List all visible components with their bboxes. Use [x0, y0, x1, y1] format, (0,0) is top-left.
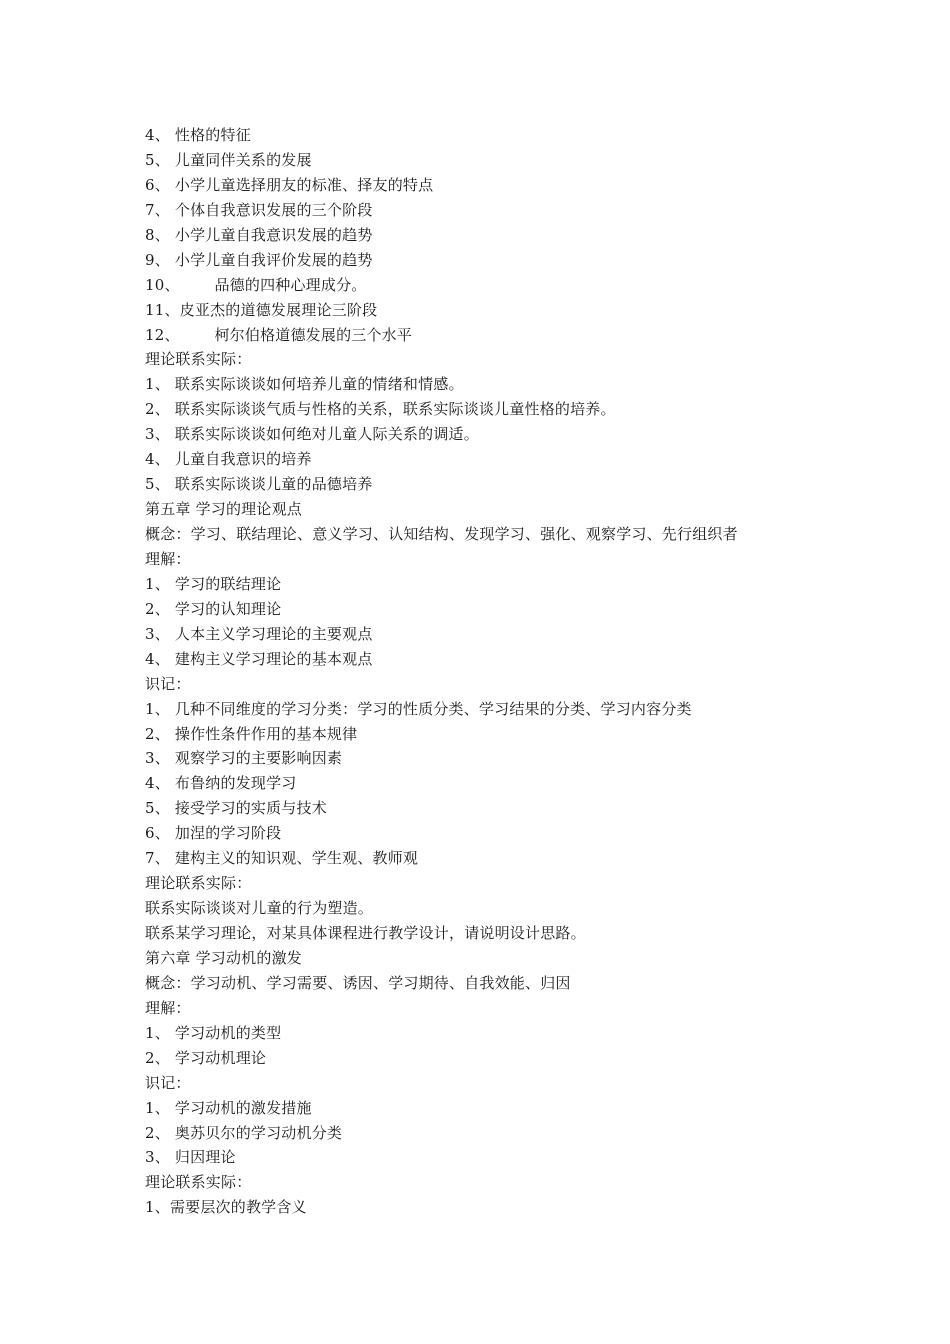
section-heading: 识记：: [145, 1073, 191, 1092]
section-heading: 理解：: [145, 998, 191, 1017]
section-heading: 理论联系实际：: [145, 1173, 252, 1192]
text-line: 1、 联系实际谈谈如何培养儿童的情绪和情感。: [145, 375, 464, 394]
chapter-title: 第六章 学习动机的激发: [145, 948, 302, 967]
text-line: 12、 柯尔伯格道德发展的三个水平: [145, 325, 413, 344]
text-line: 8、 小学儿童自我意识发展的趋势: [145, 225, 373, 244]
text-line: 5、 儿童同伴关系的发展: [145, 150, 312, 169]
text-line: 3、 人本主义学习理论的主要观点: [145, 624, 373, 643]
text-line: 6、 小学儿童选择朋友的标准、择友的特点: [145, 175, 434, 194]
concepts-line: 概念：学习动机、学习需要、诱因、学习期待、自我效能、归因: [145, 973, 571, 992]
text-line: 联系某学习理论，对某具体课程进行教学设计，请说明设计思路。: [145, 924, 586, 942]
text-line: 5、 联系实际谈谈儿童的品德培养: [145, 475, 373, 494]
section-heading: 识记：: [145, 674, 191, 693]
section-heading: 理解：: [145, 549, 191, 568]
text-line: 10、 品德的四种心理成分。: [145, 275, 367, 294]
document-body: [145, 123, 865, 1220]
text-line: 3、 归因理论: [145, 1148, 236, 1167]
text-line: 11、皮亚杰的道德发展理论三阶段: [145, 300, 378, 319]
text-line: 1、需要层次的教学含义: [145, 1198, 307, 1217]
text-line: 4、 性格的特征: [145, 126, 251, 144]
text-line: 4、 布鲁纳的发现学习: [145, 774, 297, 793]
text-line: 3、 联系实际谈谈如何绝对儿童人际关系的调适。: [145, 425, 479, 444]
section-heading: 理论联系实际：: [145, 874, 252, 893]
text-line: 3、 观察学习的主要影响因素: [145, 749, 343, 768]
text-line: 9、 小学儿童自我评价发展的趋势: [145, 250, 373, 269]
text-line: 2、 学习动机理论: [145, 1048, 267, 1067]
chapter-title: 第五章 学习的理论观点: [145, 500, 302, 519]
text-line: 2、 学习的认知理论: [145, 599, 282, 618]
text-line: 4、 儿童自我意识的培养: [145, 450, 312, 469]
text-line: 2、 操作性条件作用的基本规律: [145, 724, 358, 743]
text-line: 联系实际谈谈对儿童的行为塑造。: [145, 899, 374, 918]
concepts-line: 概念：学习、联结理论、意义学习、认知结构、发现学习、强化、观察学习、先行组织者: [145, 525, 738, 543]
text-line: 7、 个体自我意识发展的三个阶段: [145, 200, 373, 219]
text-line: 7、 建构主义的知识观、学生观、教师观: [145, 849, 419, 868]
text-line: 1、 学习动机的激发措施: [145, 1098, 312, 1117]
text-line: 4、 建构主义学习理论的基本观点: [145, 649, 373, 668]
section-heading: 理论联系实际：: [145, 350, 252, 369]
text-line: 2、 奥苏贝尔的学习动机分类: [145, 1123, 343, 1142]
text-line: 1、 学习动机的类型: [145, 1023, 282, 1042]
text-line: 1、 学习的联结理论: [145, 574, 282, 593]
text-line: 2、 联系实际谈谈气质与性格的关系，联系实际谈谈儿童性格的培养。: [145, 400, 616, 419]
text-line: 1、 几种不同维度的学习分类：学习的性质分类、学习结果的分类、学习内容分类: [145, 699, 692, 718]
text-line: 6、 加涅的学习阶段: [145, 824, 282, 843]
text-line: 5、 接受学习的实质与技术: [145, 799, 327, 818]
